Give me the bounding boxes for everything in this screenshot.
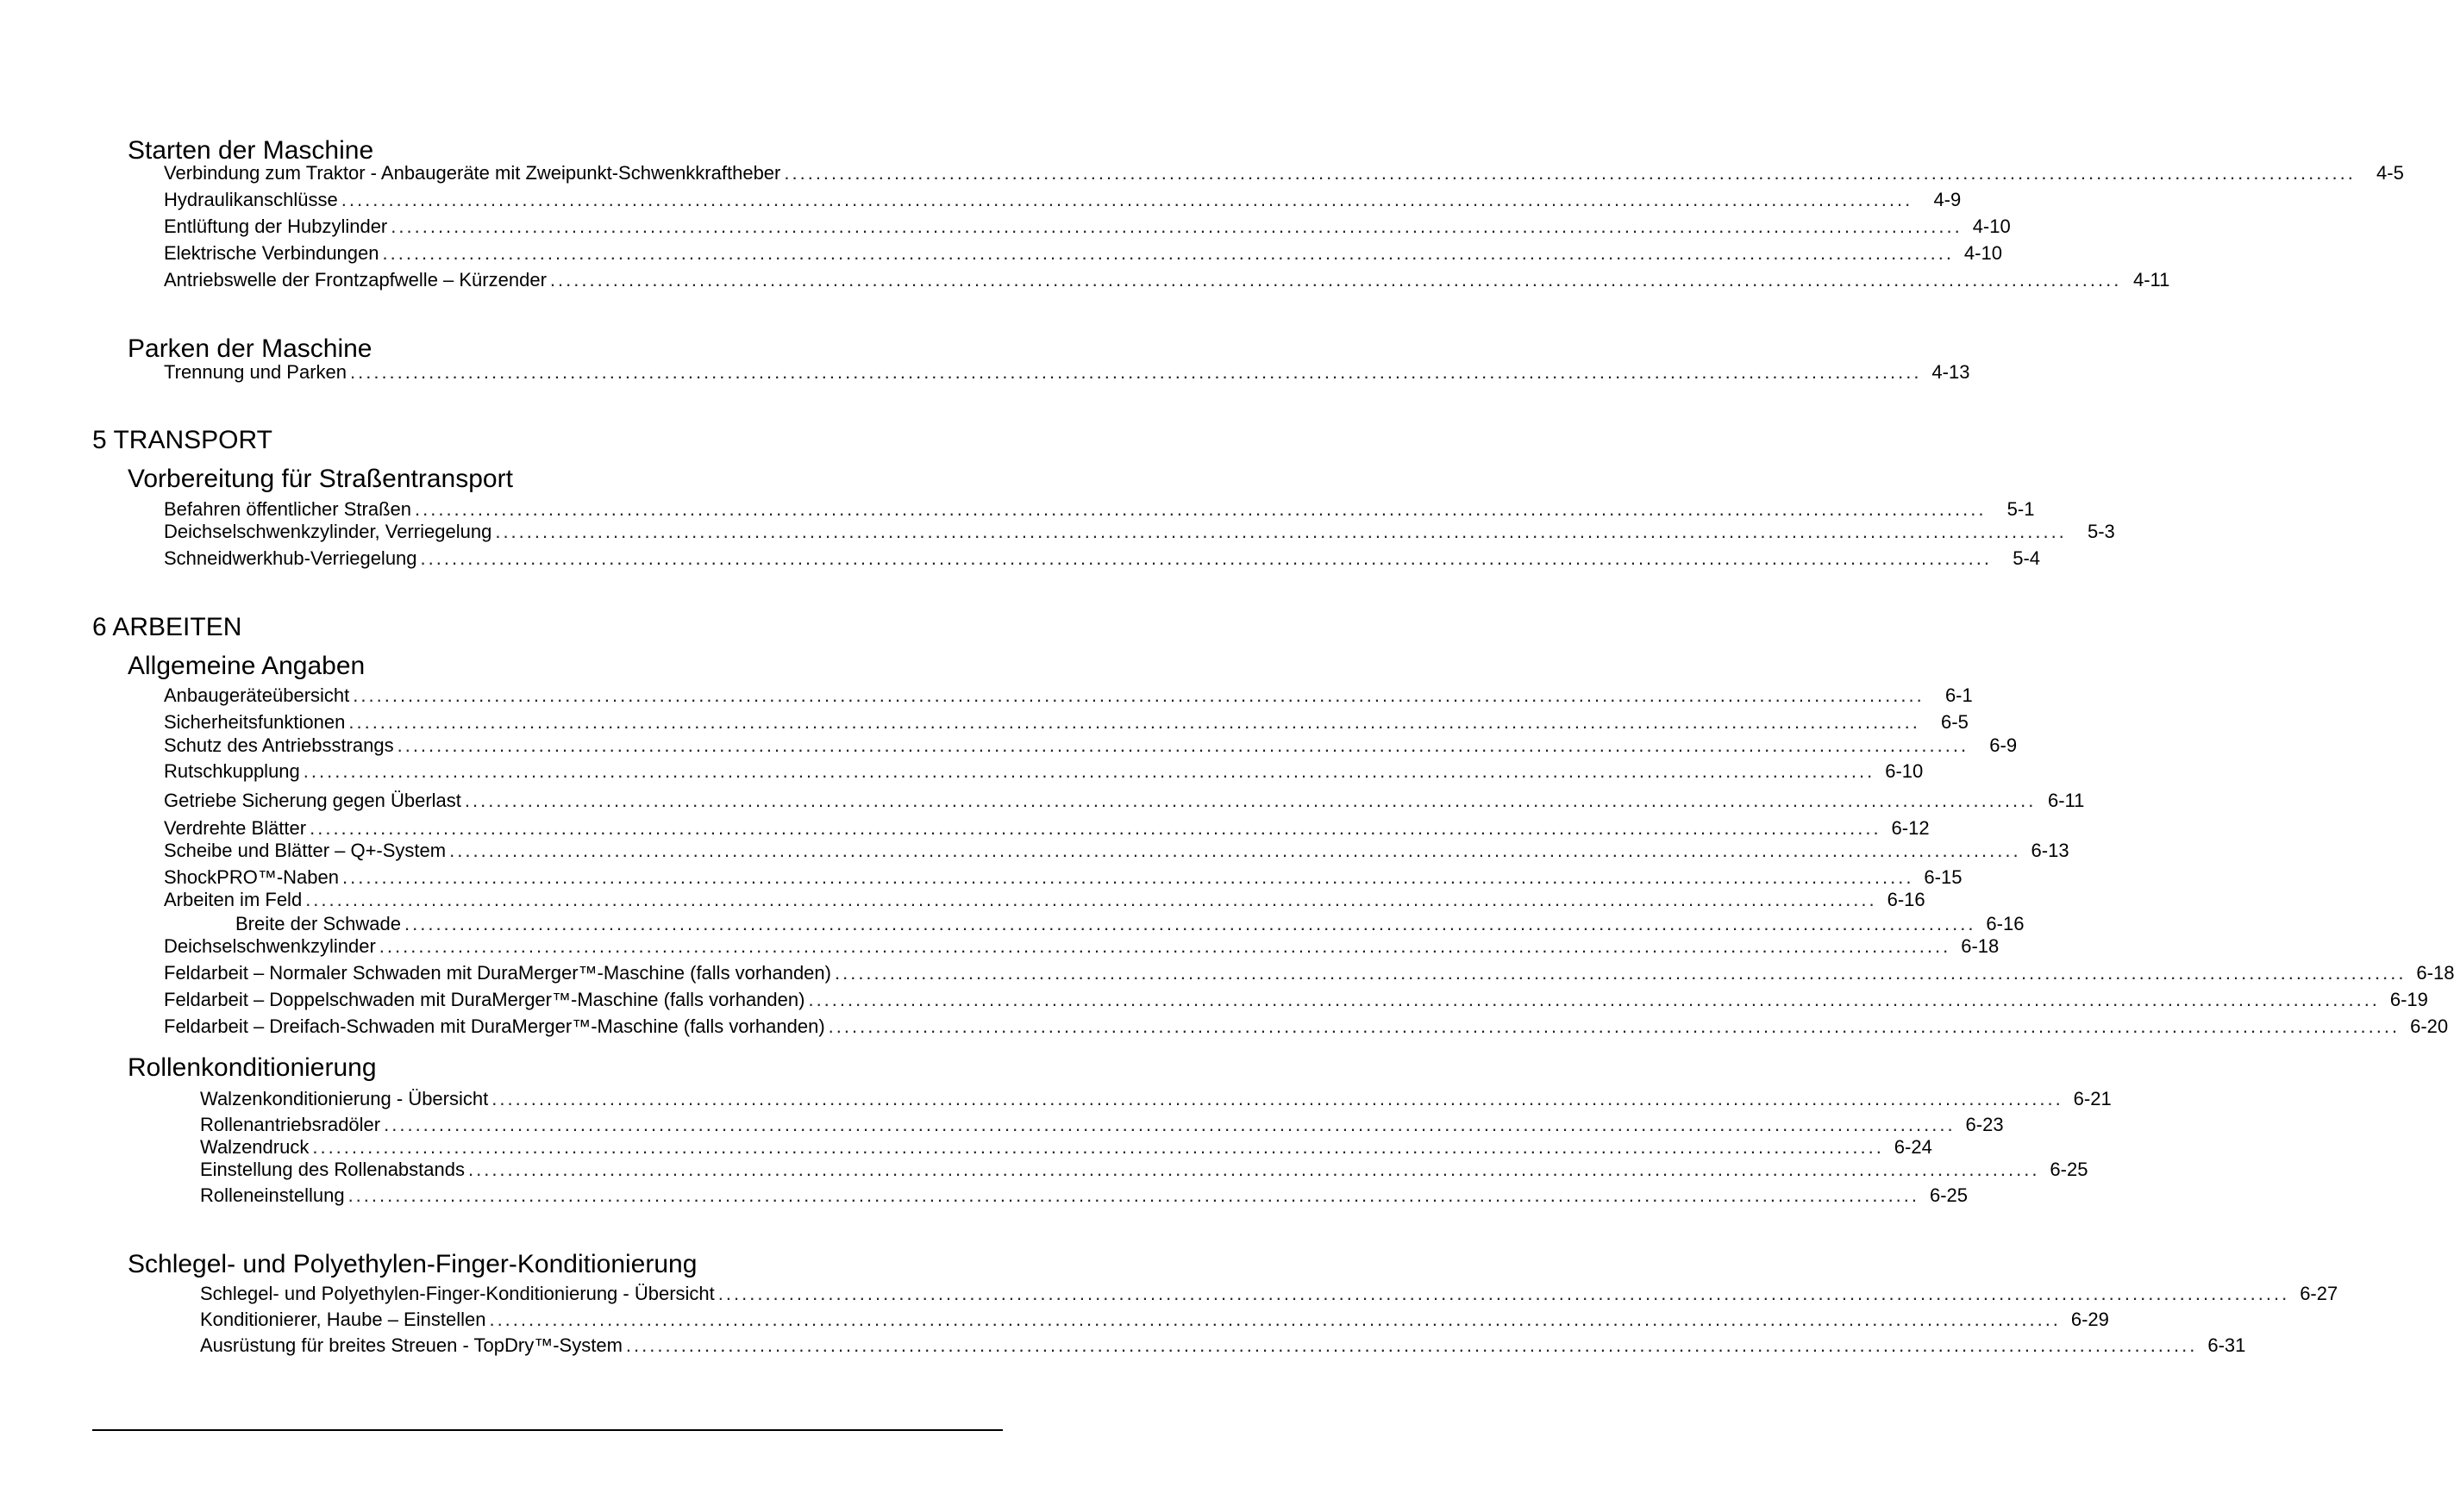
toc-entry[interactable]: Feldarbeit – Dreifach-Schwaden mit DuraMerger™-Maschine (falls vorhanden) ........................................................................................................................................................................................................ 6-20 bbox=[164, 1015, 2449, 1037]
toc-entry[interactable]: Schlegel- und Polyethylen-Finger-Konditionierung - Übersicht ........................................................................................................................................................................................................ 6-27 bbox=[200, 1283, 2338, 1304]
toc-entry[interactable]: Walzenkonditionierung - Übersicht ........................................................................................................................................................................................................ 6-21 bbox=[200, 1088, 2112, 1109]
section-title-parken: Parken der Maschine bbox=[128, 334, 372, 363]
section-title-rollenkonditionierung: Rollenkonditionierung bbox=[128, 1053, 377, 1082]
chapter-title-arbeiten: 6 ARBEITEN bbox=[92, 613, 242, 641]
toc-entry[interactable]: Walzendruck ........................................................................................................................................................................................................ 6-24 bbox=[200, 1136, 1932, 1158]
leader-dots: ........................................................................................................................................................................................................ bbox=[382, 242, 1954, 264]
toc-entry[interactable]: Rollenantriebsradöler ........................................................................................................................................................................................................ 6-23 bbox=[200, 1114, 2004, 1135]
leader-dots: ........................................................................................................................................................................................................ bbox=[784, 162, 2356, 184]
leader-dots: ........................................................................................................................................................................................................ bbox=[303, 760, 1875, 782]
toc-entry[interactable]: Verbindung zum Traktor - Anbaugeräte mit Zweipunkt-Schwenkkraftheber ........................................................................................................................................................................................................ 4-5 bbox=[164, 162, 2404, 184]
leader-dots: ........................................................................................................................................................................................................ bbox=[305, 889, 1877, 910]
leader-dots: ........................................................................................................................................................................................................ bbox=[828, 1015, 2401, 1037]
leader-dots: ........................................................................................................................................................................................................ bbox=[310, 817, 1881, 839]
toc-entry[interactable]: Anbaugeräteübersicht ........................................................................................................................................................................................................ 6-1 bbox=[164, 684, 1973, 706]
toc-entry[interactable]: Verdrehte Blätter ........................................................................................................................................................................................................ 6-12 bbox=[164, 817, 1930, 839]
toc-entry[interactable]: Rutschkupplung ........................................................................................................................................................................................................ 6-10 bbox=[164, 760, 1924, 782]
leader-dots: ........................................................................................................................................................................................................ bbox=[379, 935, 1951, 957]
toc-entry[interactable]: Getriebe Sicherung gegen Überlast ........................................................................................................................................................................................................ 6-11 bbox=[164, 790, 2085, 811]
leader-dots: ........................................................................................................................................................................................................ bbox=[397, 734, 1969, 756]
leader-dots: ........................................................................................................................................................................................................ bbox=[449, 840, 2021, 861]
leader-dots: ........................................................................................................................................................................................................ bbox=[420, 547, 1992, 569]
chapter-title-transport: 5 TRANSPORT bbox=[92, 426, 272, 454]
leader-dots: ........................................................................................................................................................................................................ bbox=[312, 1136, 1884, 1158]
section-title-strassentransport: Vorbereitung für Straßentransport bbox=[128, 465, 513, 493]
toc-entry[interactable]: Konditionierer, Haube – Einstellen ........................................................................................................................................................................................................ 6-29 bbox=[200, 1309, 2109, 1330]
leader-dots: ........................................................................................................................................................................................................ bbox=[415, 498, 1987, 520]
toc-entry[interactable]: Deichselschwenkzylinder, Verriegelung ........................................................................................................................................................................................................ 5-3 bbox=[164, 521, 2115, 542]
leader-dots: ........................................................................................................................................................................................................ bbox=[348, 711, 1920, 733]
leader-dots: ........................................................................................................................................................................................................ bbox=[808, 989, 2380, 1010]
leader-dots: ........................................................................................................................................................................................................ bbox=[491, 1088, 2063, 1109]
leader-dots: ........................................................................................................................................................................................................ bbox=[549, 269, 2122, 291]
toc-entry[interactable]: Feldarbeit – Doppelschwaden mit DuraMerger™-Maschine (falls vorhanden) ........................................................................................................................................................................................................ 6-19 bbox=[164, 989, 2428, 1010]
toc-entry[interactable]: Breite der Schwade ........................................................................................................................................................................................................ 6-16 bbox=[235, 913, 2025, 934]
leader-dots: ........................................................................................................................................................................................................ bbox=[717, 1283, 2290, 1304]
toc-entry[interactable]: Einstellung des Rollenabstands ........................................................................................................................................................................................................ 6-25 bbox=[200, 1159, 2088, 1180]
toc-entry[interactable]: ShockPRO™-Naben ........................................................................................................................................................................................................ 6-15 bbox=[164, 866, 1963, 888]
toc-entry[interactable]: Antriebswelle der Frontzapfwelle – Kürzender ........................................................................................................................................................................................................ 4-11 bbox=[164, 269, 2170, 291]
toc-entry[interactable]: Entlüftung der Hubzylinder ........................................................................................................................................................................................................ 4-10 bbox=[164, 216, 2011, 237]
toc-entry[interactable]: Feldarbeit – Normaler Schwaden mit DuraMerger™-Maschine (falls vorhanden) ........................................................................................................................................................................................................ 6-18 bbox=[164, 962, 2454, 984]
leader-dots: ........................................................................................................................................................................................................ bbox=[391, 216, 1963, 237]
leader-dots: ........................................................................................................................................................................................................ bbox=[834, 962, 2407, 984]
toc-entry[interactable]: Rolleneinstellung ........................................................................................................................................................................................................ 6-25 bbox=[200, 1184, 1969, 1206]
section-title-allgemeine-angaben: Allgemeine Angaben bbox=[128, 652, 366, 680]
leader-dots: ........................................................................................................................................................................................................ bbox=[464, 790, 2037, 811]
toc-entry[interactable]: Elektrische Verbindungen ........................................................................................................................................................................................................ 4-10 bbox=[164, 242, 2002, 264]
leader-dots: ........................................................................................................................................................................................................ bbox=[350, 361, 1922, 383]
leader-dots: ........................................................................................................................................................................................................ bbox=[625, 1334, 2198, 1356]
toc-entry[interactable]: Hydraulikanschlüsse ........................................................................................................................................................................................................ 4-9 bbox=[164, 189, 1962, 210]
toc-entry[interactable]: Deichselschwenkzylinder ........................................................................................................................................................................................................ 6-18 bbox=[164, 935, 2000, 957]
leader-dots: ........................................................................................................................................................................................................ bbox=[353, 684, 1925, 706]
toc-entry[interactable]: Schutz des Antriebsstrangs ........................................................................................................................................................................................................ 6-9 bbox=[164, 734, 2018, 756]
leader-dots: ........................................................................................................................................................................................................ bbox=[384, 1114, 1956, 1135]
leader-dots: ........................................................................................................................................................................................................ bbox=[404, 913, 1976, 934]
leader-dots: ........................................................................................................................................................................................................ bbox=[341, 189, 1913, 210]
toc-entry[interactable]: Befahren öffentlicher Straßen ........................................................................................................................................................................................................ 5-1 bbox=[164, 498, 2035, 520]
toc-entry[interactable]: Schneidwerkhub-Verriegelung ........................................................................................................................................................................................................ 5-4 bbox=[164, 547, 2040, 569]
toc-entry[interactable]: Arbeiten im Feld ........................................................................................................................................................................................................ 6-16 bbox=[164, 889, 1925, 910]
leader-dots: ........................................................................................................................................................................................................ bbox=[467, 1159, 2040, 1180]
toc-entry[interactable]: Sicherheitsfunktionen ........................................................................................................................................................................................................ 6-5 bbox=[164, 711, 1969, 733]
toc-entry[interactable]: Ausrüstung für breites Streuen - TopDry™-System ........................................................................................................................................................................................................ 6-31 bbox=[200, 1334, 2246, 1356]
footer-rule bbox=[92, 1429, 1003, 1431]
section-title-starten: Starten der Maschine bbox=[128, 136, 374, 165]
leader-dots: ........................................................................................................................................................................................................ bbox=[495, 521, 2067, 542]
leader-dots: ........................................................................................................................................................................................................ bbox=[341, 866, 1914, 888]
toc-entry[interactable]: Trennung und Parken ........................................................................................................................................................................................................ 4-13 bbox=[164, 361, 1970, 383]
section-title-schlegel: Schlegel- und Polyethylen-Finger-Konditionierung bbox=[128, 1250, 698, 1278]
leader-dots: ........................................................................................................................................................................................................ bbox=[347, 1184, 1920, 1206]
toc-entry[interactable]: Scheibe und Blätter – Q+-System ........................................................................................................................................................................................................ 6-13 bbox=[164, 840, 2069, 861]
leader-dots: ........................................................................................................................................................................................................ bbox=[489, 1309, 2061, 1330]
